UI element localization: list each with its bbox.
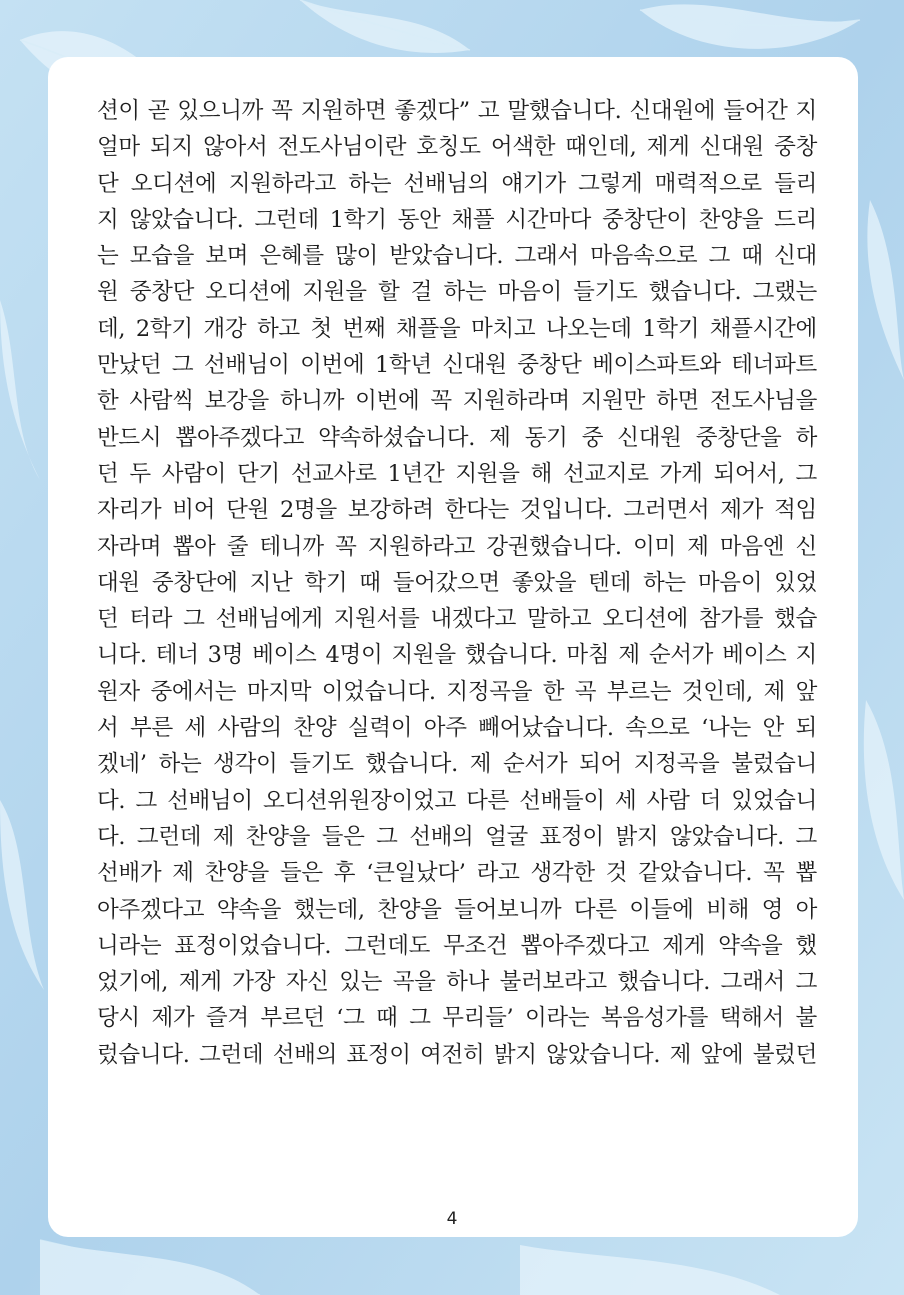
text-line: 렀습니다. 그런데 선배의 표정이 여전히 밝지 않았습니다. 제 앞에 불렀던	[97, 1041, 818, 1068]
text-line: 지 않았습니다. 그런데 1학기 동안 채플 시간마다 중창단이 찬양을 드리	[97, 206, 817, 233]
body-text	[97, 93, 817, 1073]
text-line: 한 사람씩 보강을 하니까 이번에 꼭 지원하라며 지원만 하면 전도사님을	[97, 388, 818, 415]
text-line: 아주겠다고 약속을 했는데, 찬양을 들어보니까 다른 이들에 비해 영 아	[97, 896, 818, 923]
text-line: 원자 중에서는 마지막 이었습니다. 지정곡을 한 곡 부르는 것인데, 제 앞	[97, 678, 818, 705]
text-line: 자라며 뽑아 줄 테니까 꼭 지원하라고 강권했습니다. 이미 제 마음엔 신	[97, 533, 817, 560]
text-line: 얼마 되지 않아서 전도사님이란 호칭도 어색한 때인데, 제게 신대원 중창	[97, 134, 818, 161]
text-line: 자리가 비어 단원 2명을 보강하려 한다는 것입니다. 그러면서 제가 적임	[97, 497, 817, 524]
text-line: 니다. 테너 3명 베이스 4명이 지원을 했습니다. 마침 제 순서가 베이스 지	[97, 642, 817, 669]
text-line: 다. 그런데 제 찬양을 들은 그 선배의 얼굴 표정이 밝지 않았습니다. 그	[97, 823, 817, 850]
text-line: 단 오디션에 지원하라고 하는 선배님의 얘기가 그렇게 매력적으로 들리	[97, 170, 818, 197]
text-line: 만났던 그 선배님이 이번에 1학년 신대원 중창단 베이스파트와 테너파트	[97, 352, 817, 379]
text-line: 던 터라 그 선배님에게 지원서를 내겠다고 말하고 오디션에 참가를 했습	[97, 606, 818, 633]
text-line: 원 중창단 오디션에 지원을 할 걸 하는 마음이 들기도 했습니다. 그랬는	[97, 279, 817, 306]
text-line: 겠네’ 하는 생각이 들기도 했습니다. 제 순서가 되어 지정곡을 불렀습니	[97, 751, 818, 778]
page-number: 4	[446, 1209, 458, 1229]
text-line: 다. 그 선배님이 오디션위원장이었고 다른 선배들이 세 사람 더 있었습니	[97, 787, 818, 814]
text-line: 당시 제가 즐겨 부르던 ‘그 때 그 무리들’ 이라는 복음성가를 택해서 불	[97, 1005, 817, 1032]
text-line: 반드시 뽑아주겠다고 약속하셨습니다. 제 동기 중 신대원 중창단을 하	[97, 424, 818, 451]
text-line: 션이 곧 있으니까 꼭 지원하면 좋겠다” 고 말했습니다. 신대원에 들어간 지	[97, 98, 817, 124]
text-line: 는 모습을 보며 은혜를 많이 받았습니다. 그래서 마음속으로 그 때 신대	[97, 243, 817, 270]
text-line: 었기에, 제게 가장 자신 있는 곡을 하나 불러보라고 했습니다. 그래서 그	[97, 969, 818, 996]
text-line: 던 두 사람이 단기 선교사로 1년간 지원을 해 선교지로 가게 되어서, 그	[97, 460, 817, 487]
text-line: 선배가 제 찬양을 들은 후 ‘큰일났다’ 라고 생각한 것 같았습니다. 꼭 뽑	[97, 860, 817, 887]
text-line: 데, 2학기 개강 하고 첫 번째 채플을 마치고 나오는데 1학기 채플시간에	[97, 315, 817, 342]
text-line: 니라는 표정이었습니다. 그런데도 무조건 뽑아주겠다고 제게 약속을 했	[97, 932, 817, 959]
text-line: 서 부른 세 사람의 찬양 실력이 아주 빼어났습니다. 속으로 ‘나는 안 되	[97, 715, 817, 742]
text-line: 대원 중창단에 지난 학기 때 들어갔으면 좋았을 텐데 하는 마음이 있었	[97, 569, 818, 596]
